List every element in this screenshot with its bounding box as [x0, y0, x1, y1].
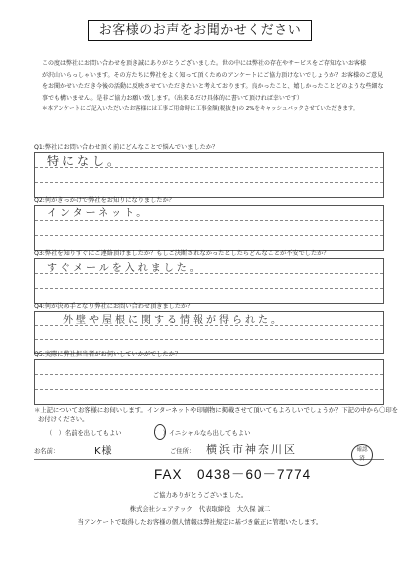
- thanks-text: ご協力ありがとうございました。: [152, 492, 248, 499]
- answer-box[interactable]: [34, 205, 384, 251]
- intro-line: が沢山いらっしゃいます。その方たちに弊社をよく知って頂くためのアンケートにご協力頂けないでしょうか？お客様のご意見: [42, 71, 384, 79]
- question-1: [34, 143, 384, 198]
- handwritten-answer: インターネット。: [47, 208, 150, 219]
- fax-number: FAX 0438－60－7774: [154, 467, 312, 482]
- question-label: Q1:弊社にお問い合わせ頂く前にどんなことで悩んでいましたか？: [34, 144, 219, 151]
- intro-line: をお聞かせいただき今後の活動に反映させていただきたいと考えております。良かったこと、嬉しかったことどのような些細な: [42, 83, 384, 90]
- name-value[interactable]: K様: [94, 446, 113, 457]
- selected-circle-mark: [154, 424, 166, 440]
- confirmed-stamp: [351, 444, 373, 466]
- intro-text: [42, 58, 382, 116]
- cashback-note: ＊本アンケートにご記入いただいたお客様には工事ご用命時に工事金額(税抜き)の 2%をキャッシュバックさせていただきます。: [42, 106, 359, 112]
- privacy-text: 当アンケートで取得したお客様の個人情報は弊社規定に基づき厳正に管理いたします。: [77, 519, 323, 526]
- name-underline: [34, 459, 384, 460]
- question-label: Q4:何が決め手となり弊社にお問い合わせ頂きましたか？: [34, 303, 194, 310]
- question-5: [34, 350, 384, 405]
- address-value[interactable]: 横浜市神奈川区: [206, 443, 297, 456]
- stamp-text: 確認済: [356, 447, 368, 462]
- intro-line: 事でも構いません。是非ご協力お願い致します。（出来るだけ具体的に書いて頂ければ幸いです）: [42, 94, 303, 102]
- handwritten-answer: すぐメールを入れました。: [47, 263, 203, 274]
- intro-line: この度は弊社にお問い合わせを頂き誠にありがとうございました。世の中には弊社の存在やサービスをご存知ないお客様: [42, 60, 367, 67]
- page-title: お客様のお声をお聞かせください: [88, 20, 312, 41]
- address-label: ご住所：: [170, 448, 196, 455]
- question-label: Q2:何がきっかけで弊社をお知りになりましたか？: [34, 197, 175, 204]
- question-label: Q5:実際に弊社担当者がお伺いしていかがでしたか？: [34, 351, 182, 358]
- answer-box[interactable]: [34, 152, 384, 198]
- consent-text-2: お付けください。: [38, 416, 89, 423]
- answer-box[interactable]: [34, 359, 384, 405]
- question-label: Q3:弊社を知りすぐにご連絡頂けましたか？もしご決断されなかったとしたらどんなことが不安でしたか？: [34, 250, 330, 257]
- handwritten-answer: 外壁や屋根に関する情報が得られた。: [63, 315, 284, 326]
- option-initials-ok[interactable]: （ ）イニシャルなら出してもよい: [150, 430, 251, 437]
- company-text: 株式会社シェアテック 代表取締役 大久保 誠二: [129, 506, 271, 513]
- answer-box[interactable]: [34, 311, 384, 354]
- question-4: [34, 302, 384, 354]
- question-2: [34, 196, 384, 251]
- name-label: お名前：: [34, 448, 60, 455]
- handwritten-answer: 特になし。: [47, 154, 123, 168]
- option-name-ok[interactable]: （ ）名前を出してもよい: [46, 430, 122, 437]
- question-3: [34, 249, 384, 304]
- consent-text: ＊上記についてお客様にお伺いします。インターネットや印刷物に掲載させて頂いてもよろしいでしょうか？下記の中から〇印を: [34, 407, 399, 414]
- answer-box[interactable]: [34, 258, 384, 304]
